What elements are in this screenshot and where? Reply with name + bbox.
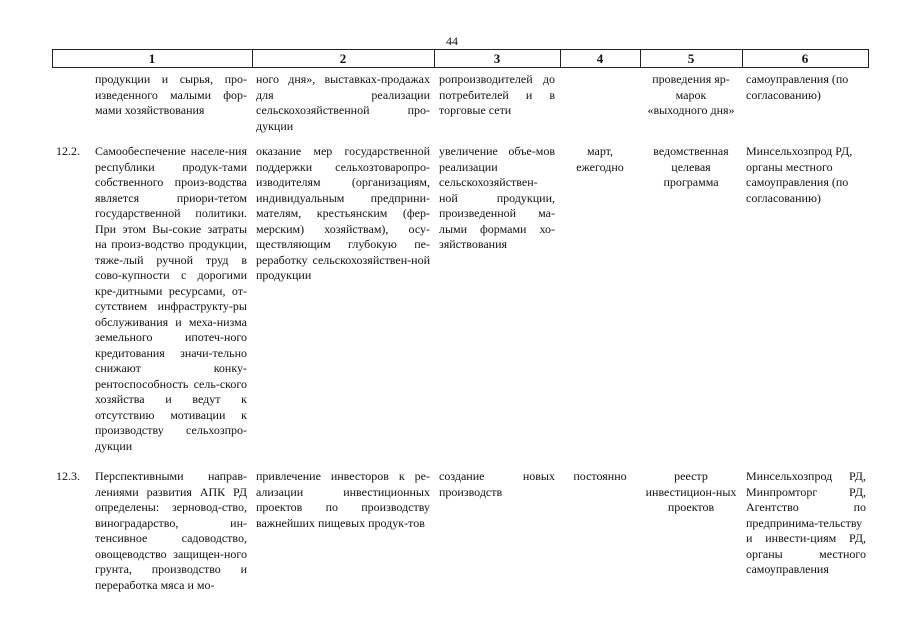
row-result: создание новых производств — [439, 469, 555, 499]
row-form: ведомственная целевая программа — [653, 144, 729, 189]
column-header-4: 4 — [596, 51, 604, 66]
row-result: увеличение объе-мов реализации сельскохозяйствен-ной продукции, произведенной ма-лыми формами хо-зяйствования — [439, 144, 555, 251]
column-header-3: 3 — [493, 51, 501, 66]
row-measures: ного дня», выставках-продажах для реализации сельскохозяйственной про-дукции — [256, 72, 430, 133]
column-header-1: 1 — [148, 51, 156, 66]
row-term: постоянно — [573, 469, 627, 483]
row-responsible: Минсельхозпрод РД, Минпромторг РД, Агентство по предпринима-тельству и инвести-циям РД, органы местного самоуправления — [746, 469, 866, 576]
row-description: Перспективными направ-лениями развития АПК РД определены: зерновод-ство, виноградарство, ин-тенсивное садоводство, овощеводство защищен-ного грунта, производство и переработка мяса и мо- — [95, 469, 247, 592]
row-measures: привлечение инвесторов к ре-ализации инвестиционных проектов по производству важнейших пищевых продук-тов — [256, 469, 430, 530]
row-description: Самообеспечение населе-ния республики продук-тами собственного произ-водства является приори-тетом государственной политики. При этом Вы-сокие затраты на произ-водство продукции, тяже-лый ручной труд в сово-купности с дорогими кре-дитными ресурсами, от-сутствием инфраструкту-ры обслуживания и меха-низма земельного ипотеч-ного кредитования значи-тельно снижают конку-рентоспособность сель-ского хозяйства и ведут к отсутствию мотивации к производству сельхозпро-дукции — [95, 144, 247, 453]
column-header-2: 2 — [339, 51, 347, 66]
row-form: реестр инвестицион-ных проектов — [645, 469, 737, 514]
row-form: проведения яр-марок «выходного дня» — [647, 72, 735, 117]
page-number: 44 — [446, 34, 458, 48]
row-description: продукции и сырья, про-изведенного малыми фор-мами хозяйствования — [95, 72, 247, 117]
row-responsible: Минсельхозпрод РД, органы местного самоуправления (по согласованию) — [746, 144, 853, 205]
row-term: март, ежегодно — [576, 144, 624, 174]
row-responsible: самоуправления (по согласованию) — [746, 72, 849, 102]
column-header-6: 6 — [801, 51, 809, 66]
row-measures: оказание мер государственной поддержки сельхозтоваропро-изводителям (организациям, индивидуальным предприни-мателям, крестьянским (фер-мерским) хозяйствам), осу-ществляющим глубокую пе-реработку сельскохозяйствен-ной продукции — [256, 144, 430, 282]
row-number: 12.2. — [56, 144, 80, 158]
column-divider — [868, 49, 869, 68]
row-number: 12.3. — [56, 469, 80, 483]
row-result: ропроизводителей до потребителей и в торговые сети — [439, 72, 555, 117]
table-header-bottom-border — [52, 67, 868, 68]
column-header-5: 5 — [687, 51, 695, 66]
